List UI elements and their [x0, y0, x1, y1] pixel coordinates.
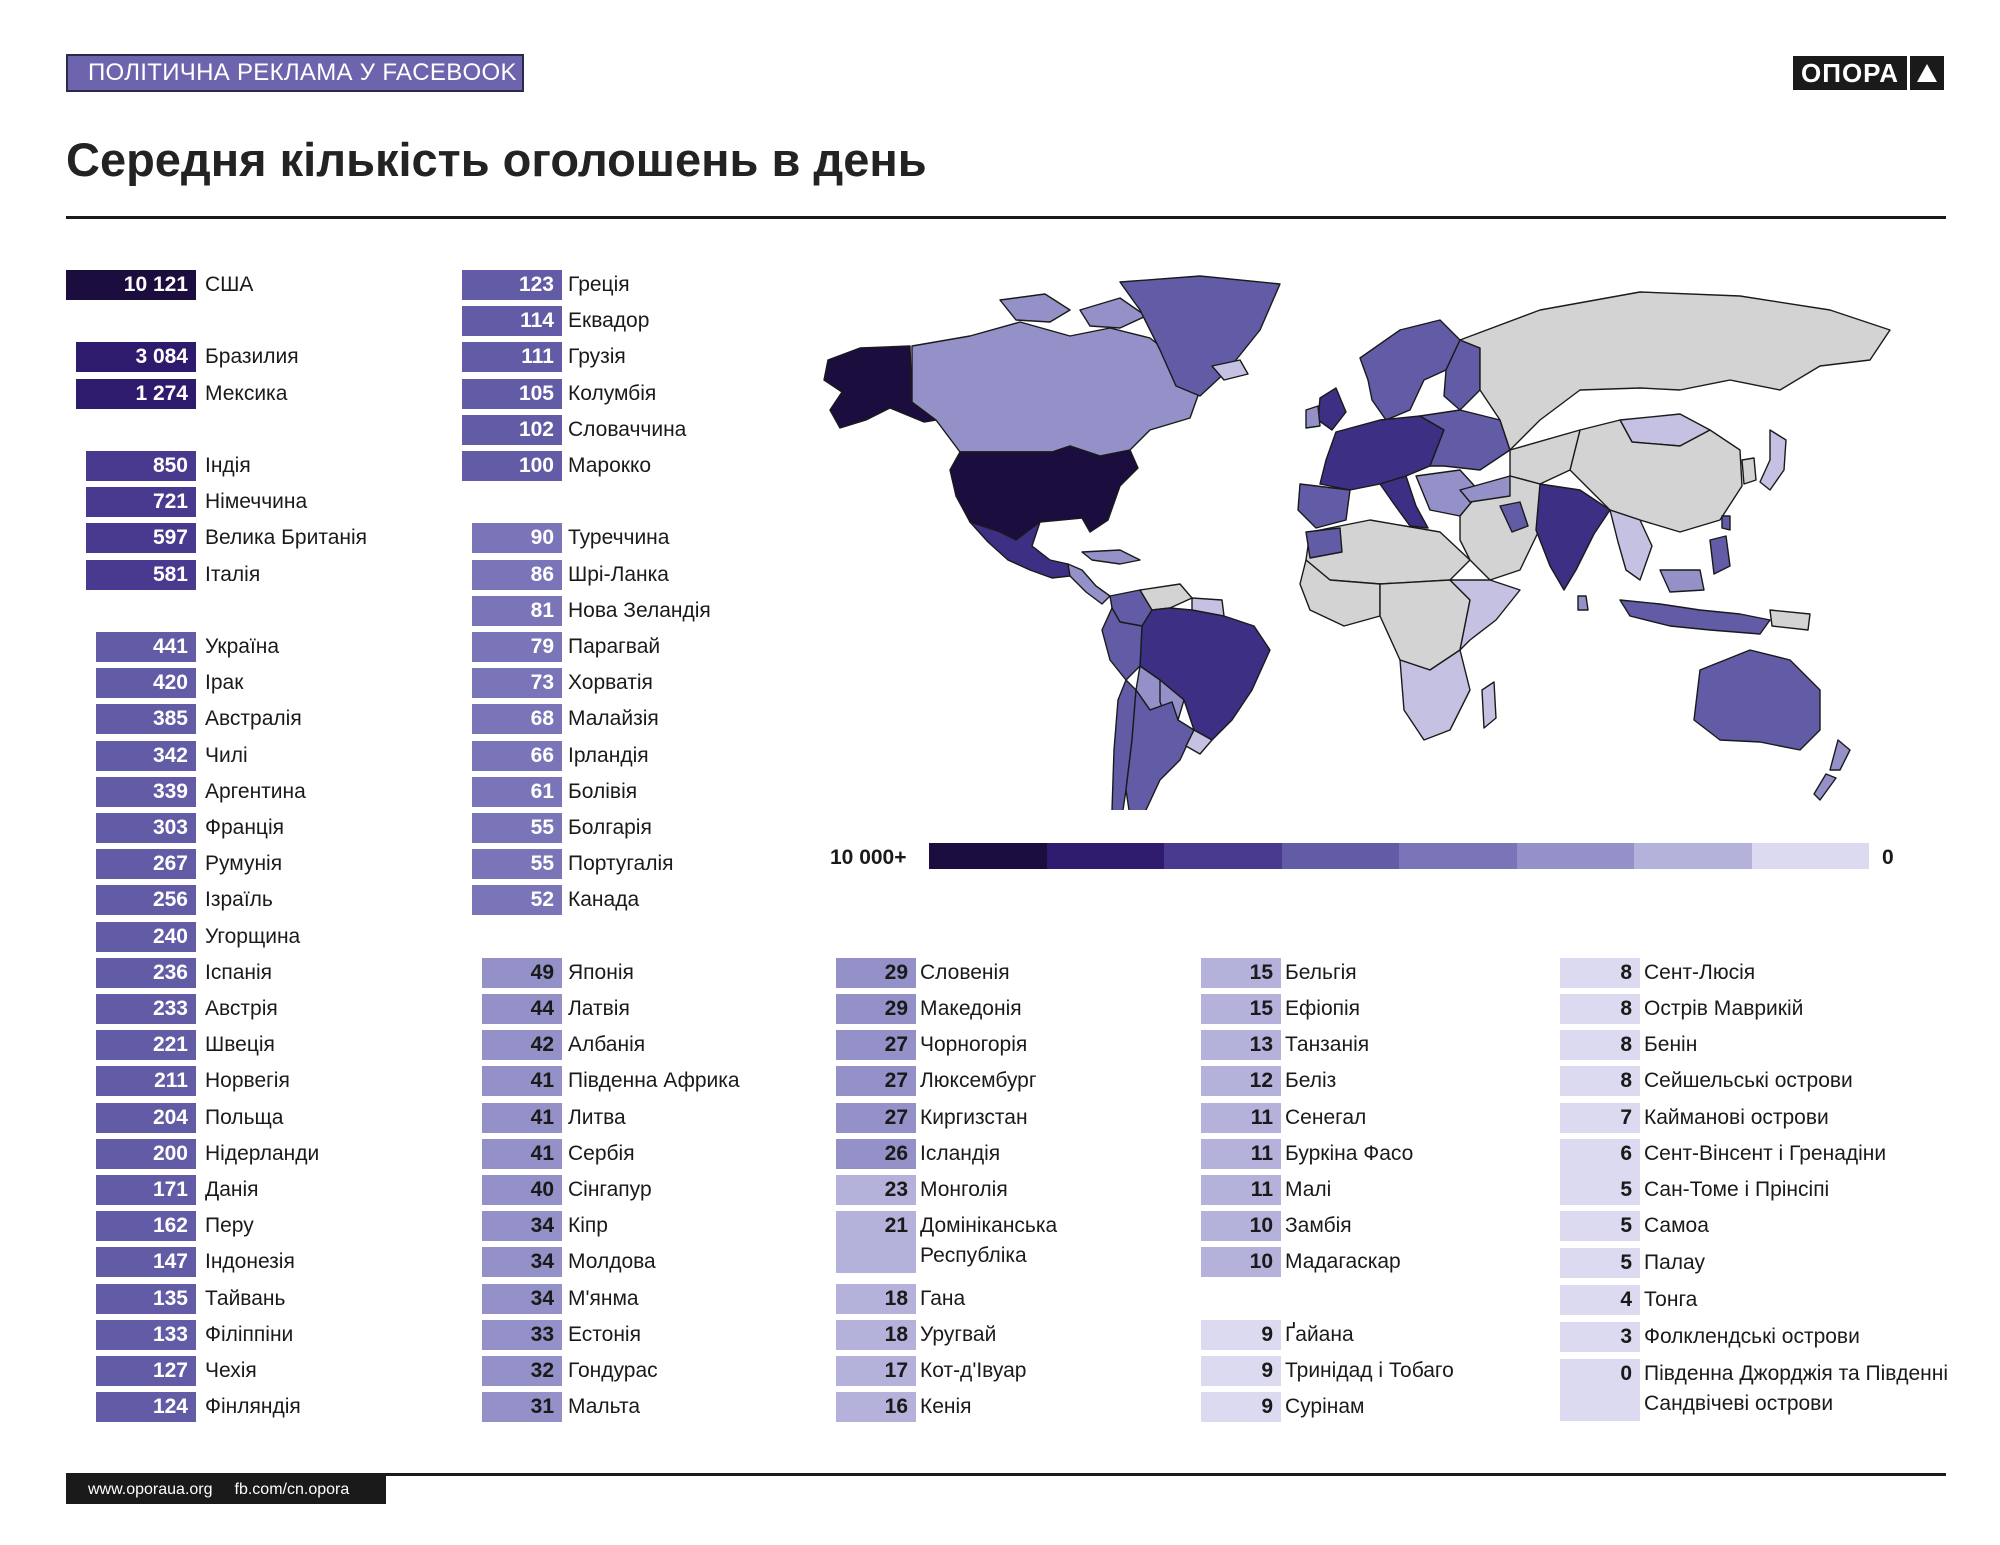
- value-bar: 211: [96, 1066, 196, 1096]
- country-label: Парагвай: [568, 635, 661, 658]
- country-label: Острів Маврикій: [1644, 997, 1804, 1020]
- value-bar: 3 084: [76, 342, 196, 372]
- world-map-icon: [820, 270, 1930, 810]
- value-bar: 11: [1201, 1139, 1281, 1169]
- country-label: Чилі: [205, 743, 248, 767]
- value-bar: 8: [1560, 994, 1640, 1024]
- country-shape: [1306, 528, 1342, 558]
- value-bar: 102: [462, 415, 562, 445]
- country-label: Сурінам: [1285, 1395, 1365, 1419]
- value-bar: 8: [1560, 958, 1640, 988]
- country-label: Канада: [568, 888, 640, 912]
- color-scale-legend: [929, 843, 1869, 869]
- country-label: Франція: [205, 816, 284, 839]
- value-bar: 44: [482, 994, 562, 1024]
- legend-swatch: [1517, 843, 1635, 869]
- country-label: Аргентина: [205, 779, 306, 803]
- country-label: Румунія: [205, 852, 283, 876]
- value-bar: 3: [1560, 1322, 1640, 1352]
- value-bar: 27: [836, 1030, 916, 1060]
- value-bar: 10: [1201, 1247, 1281, 1277]
- country-label: Танзанія: [1285, 1033, 1370, 1057]
- country-label: Сент-Люсія: [1644, 960, 1756, 984]
- value-bar: 13: [1201, 1030, 1281, 1060]
- value-bar: 11: [1201, 1175, 1281, 1205]
- value-bar: 29: [836, 958, 916, 988]
- country-label: Буркіна Фасо: [1285, 1141, 1414, 1165]
- country-label: Перу: [205, 1214, 254, 1238]
- country-label: Словаччина: [568, 417, 687, 441]
- legend-swatch: [1282, 843, 1400, 869]
- country-label: Латвія: [568, 997, 630, 1020]
- country-label: Люксембург: [920, 1069, 1037, 1093]
- legend-swatch: [929, 843, 1047, 869]
- value-bar: 162: [96, 1211, 196, 1241]
- country-label: Словенія: [920, 960, 1010, 984]
- value-bar: 15: [1201, 994, 1281, 1024]
- country-shape: [1660, 570, 1704, 592]
- value-bar: 16: [836, 1392, 916, 1422]
- value-bar: 111: [462, 342, 562, 372]
- value-bar: 147: [96, 1247, 196, 1277]
- value-bar: 721: [86, 487, 196, 517]
- value-bar: 79: [472, 632, 562, 662]
- value-bar: 236: [96, 958, 196, 988]
- country-label: Португалія: [568, 852, 674, 876]
- country-shape: [1482, 682, 1496, 728]
- country-label: Індія: [205, 454, 251, 477]
- country-label: Німеччина: [205, 490, 308, 514]
- value-bar: 26: [836, 1139, 916, 1169]
- country-label: Фінляндія: [205, 1395, 301, 1419]
- value-bar: 41: [482, 1066, 562, 1096]
- country-label: Ґайана: [1285, 1322, 1354, 1346]
- brand-logo: [1793, 56, 1944, 90]
- country-label: Сенегал: [1285, 1105, 1367, 1129]
- value-bar: 61: [472, 777, 562, 807]
- country-label: Беліз: [1285, 1069, 1337, 1093]
- country-label: Ірландія: [568, 743, 649, 767]
- country-shape: [1694, 650, 1820, 750]
- country-label: Ефіопія: [1285, 997, 1361, 1020]
- country-label: Фолклендські острови: [1644, 1325, 1860, 1349]
- country-label: Греція: [568, 273, 630, 296]
- country-label: Сербія: [568, 1141, 635, 1165]
- value-bar: 31: [482, 1392, 562, 1422]
- value-bar: 124: [96, 1392, 196, 1422]
- value-bar: 597: [86, 523, 196, 553]
- country-shape: [1082, 550, 1140, 564]
- value-bar: 9: [1201, 1392, 1281, 1422]
- country-label: Замбія: [1285, 1214, 1352, 1238]
- value-bar: 27: [836, 1103, 916, 1133]
- country-label: Тринідад і Тобаго: [1285, 1359, 1454, 1382]
- value-bar: 73: [472, 668, 562, 698]
- value-bar: 5: [1560, 1211, 1640, 1241]
- country-label: Туреччина: [568, 526, 670, 550]
- value-bar: 100: [462, 451, 562, 481]
- country-label: Бельгія: [1285, 960, 1357, 984]
- country-label: Сінгапур: [568, 1178, 652, 1201]
- country-label: Велика Британія: [205, 526, 368, 550]
- value-bar: 420: [96, 668, 196, 698]
- country-shape: [1068, 564, 1110, 604]
- value-bar: 23: [836, 1175, 916, 1205]
- value-bar: 342: [96, 741, 196, 771]
- site-link[interactable]: www.oporaua.org: [88, 1481, 213, 1498]
- value-bar: 7: [1560, 1103, 1640, 1133]
- country-label: Сент-Вінсент і Гренадіни: [1644, 1141, 1887, 1165]
- value-bar: 41: [482, 1139, 562, 1169]
- country-shape: [1770, 610, 1810, 630]
- country-label: Нова Зеландія: [568, 598, 711, 622]
- value-bar: 11: [1201, 1103, 1281, 1133]
- value-bar: 127: [96, 1356, 196, 1386]
- value-bar: 240: [96, 922, 196, 952]
- country-label: Чорногорія: [920, 1033, 1028, 1057]
- value-bar: 12: [1201, 1066, 1281, 1096]
- value-bar: 123: [462, 270, 562, 300]
- legend-min-label: 0: [1882, 846, 1894, 869]
- value-bar: 86: [472, 560, 562, 590]
- page-title: Середня кількість оголошень в день: [66, 133, 927, 186]
- legend-swatch: [1047, 843, 1165, 869]
- country-label: Іспанія: [205, 960, 273, 984]
- value-bar: 34: [482, 1211, 562, 1241]
- value-bar: 171: [96, 1175, 196, 1205]
- country-label: Індонезія: [205, 1250, 295, 1274]
- header-divider: [66, 216, 1946, 219]
- country-label: Болівія: [568, 779, 638, 803]
- country-shape: [1620, 600, 1770, 634]
- country-label: Польща: [205, 1105, 284, 1129]
- value-bar: 34: [482, 1247, 562, 1277]
- value-bar: 52: [472, 885, 562, 915]
- value-bar: 6: [1560, 1139, 1640, 1201]
- country-label: Сан-Томе і Прінсіпі: [1644, 1178, 1830, 1201]
- country-label: Мальта: [568, 1395, 641, 1419]
- value-bar: 55: [472, 813, 562, 843]
- value-bar: 114: [462, 306, 562, 336]
- value-bar: 256: [96, 885, 196, 915]
- country-label: Бенін: [1644, 1033, 1698, 1057]
- country-label: Італія: [205, 562, 261, 586]
- country-label: Філіппіни: [205, 1322, 294, 1346]
- country-label: Південна Джорджія та Південні Сандвічеві острови: [1644, 1362, 1949, 1416]
- legend-swatch: [1164, 843, 1282, 869]
- country-label: Кенія: [920, 1395, 972, 1419]
- country-shape: [1578, 596, 1588, 610]
- country-label: Гондурас: [568, 1359, 658, 1382]
- country-label: Литва: [568, 1105, 626, 1129]
- value-bar: 1 274: [76, 379, 196, 409]
- country-shape: [1722, 516, 1730, 530]
- value-bar: 10 121: [66, 270, 196, 300]
- country-shape: [1710, 536, 1730, 574]
- country-label: Ісландія: [920, 1141, 1001, 1165]
- legend-swatch: [1634, 843, 1752, 869]
- country-shape: [1536, 484, 1610, 590]
- triangle-icon: [1910, 56, 1944, 90]
- country-shape: [1760, 430, 1786, 490]
- country-label: Швеція: [205, 1033, 275, 1057]
- country-label: Чехія: [205, 1359, 257, 1382]
- footer-bar: [66, 1476, 386, 1504]
- value-bar: 850: [86, 451, 196, 481]
- value-bar: 204: [96, 1103, 196, 1133]
- country-label: Марокко: [568, 454, 652, 477]
- value-bar: 9: [1201, 1356, 1281, 1386]
- value-bar: 55: [472, 849, 562, 879]
- country-label: Тонга: [1644, 1288, 1698, 1312]
- value-bar: 581: [86, 560, 196, 590]
- value-bar: 8: [1560, 1066, 1640, 1096]
- value-bar: 40: [482, 1175, 562, 1205]
- country-label: Уругвай: [920, 1322, 997, 1346]
- country-label: Самоа: [1644, 1214, 1709, 1238]
- country-shape: [1742, 458, 1756, 484]
- country-label: Киргизстан: [920, 1105, 1028, 1129]
- value-bar: 42: [482, 1030, 562, 1060]
- value-bar: 135: [96, 1284, 196, 1314]
- legend-swatch: [1399, 843, 1517, 869]
- country-label: Молдова: [568, 1250, 656, 1274]
- value-bar: 17: [836, 1356, 916, 1386]
- value-bar: 339: [96, 777, 196, 807]
- country-label: Австрія: [205, 997, 278, 1020]
- country-label: Австралія: [205, 707, 302, 731]
- facebook-link[interactable]: fb.com/cn.opora: [234, 1481, 350, 1498]
- country-label: Мадагаскар: [1285, 1250, 1401, 1274]
- country-label: Хорватія: [568, 671, 653, 695]
- country-label: Кот-д'Івуар: [920, 1359, 1027, 1382]
- value-bar: 81: [472, 596, 562, 626]
- country-label: Сейшельські острови: [1644, 1069, 1853, 1093]
- value-bar: 18: [836, 1284, 916, 1314]
- country-label: Грузія: [568, 345, 626, 369]
- country-label: Тайвань: [205, 1286, 286, 1310]
- value-bar: 221: [96, 1030, 196, 1060]
- country-shape: [1126, 690, 1194, 810]
- value-bar: 68: [472, 704, 562, 734]
- country-label: Мексика: [205, 381, 288, 405]
- country-label: Колумбія: [568, 381, 657, 405]
- country-label: Ізраїль: [205, 888, 273, 912]
- country-label: Домініканська Республіка: [920, 1214, 1058, 1268]
- country-label: Південна Африка: [568, 1069, 740, 1093]
- value-bar: 4: [1560, 1285, 1640, 1315]
- country-shape: [1298, 484, 1350, 528]
- value-bar: 441: [96, 632, 196, 662]
- value-bar: 49: [482, 958, 562, 988]
- value-bar: 34: [482, 1284, 562, 1314]
- value-bar: 105: [462, 379, 562, 409]
- country-shape: [1306, 406, 1320, 428]
- country-label: Угорщина: [205, 924, 301, 948]
- value-bar: 385: [96, 704, 196, 734]
- country-label: Малайзія: [568, 707, 659, 731]
- value-bar: 90: [472, 523, 562, 553]
- value-bar: 9: [1201, 1320, 1281, 1350]
- country-label: США: [205, 273, 254, 296]
- country-label: Естонія: [568, 1322, 641, 1346]
- country-label: Україна: [205, 635, 280, 658]
- country-label: Шрі-Ланка: [568, 562, 669, 586]
- legend-max-label: 10 000+: [830, 846, 907, 869]
- country-label: Кайманові острови: [1644, 1105, 1829, 1129]
- country-shape: [1360, 320, 1460, 420]
- country-label: Палау: [1644, 1251, 1705, 1275]
- topic-badge: ПОЛІТИЧНА РЕКЛАМА У FACEBOOK: [66, 54, 524, 92]
- value-bar: 233: [96, 994, 196, 1024]
- value-bar: 29: [836, 994, 916, 1024]
- country-label: Монголія: [920, 1178, 1008, 1201]
- value-bar: 133: [96, 1320, 196, 1350]
- country-label: Еквадор: [568, 309, 650, 333]
- value-bar: 200: [96, 1139, 196, 1169]
- country-shape: [1318, 388, 1346, 430]
- value-bar: 5: [1560, 1175, 1640, 1205]
- value-bar: 15: [1201, 958, 1281, 988]
- country-label: Ірак: [205, 671, 244, 695]
- value-bar: 21: [836, 1211, 916, 1273]
- value-bar: 33: [482, 1320, 562, 1350]
- value-bar: 27: [836, 1066, 916, 1096]
- country-label: Кіпр: [568, 1214, 608, 1238]
- value-bar: 5: [1560, 1248, 1640, 1278]
- value-bar: 267: [96, 849, 196, 879]
- country-label: Данія: [205, 1178, 259, 1201]
- country-label: М'янма: [568, 1286, 639, 1310]
- country-label: Македонія: [920, 997, 1022, 1020]
- value-bar: 32: [482, 1356, 562, 1386]
- value-bar: 41: [482, 1103, 562, 1133]
- country-label: Албанія: [568, 1033, 646, 1057]
- country-label: Норвегія: [205, 1069, 290, 1093]
- country-label: Бразилия: [205, 345, 299, 369]
- value-bar: 18: [836, 1320, 916, 1350]
- country-label: Болгарія: [568, 816, 652, 839]
- country-label: Гана: [920, 1286, 966, 1310]
- value-bar: 8: [1560, 1030, 1640, 1060]
- country-shape: [1814, 740, 1850, 800]
- value-bar: 303: [96, 813, 196, 843]
- country-label: Малі: [1285, 1178, 1332, 1201]
- value-bar: 66: [472, 741, 562, 771]
- brand-name: ОПОРА: [1793, 56, 1907, 90]
- country-label: Японія: [568, 960, 634, 984]
- legend-swatch: [1752, 843, 1870, 869]
- country-label: Нідерланди: [205, 1141, 320, 1165]
- value-bar: 10: [1201, 1211, 1281, 1241]
- value-bar: 0: [1560, 1359, 1640, 1421]
